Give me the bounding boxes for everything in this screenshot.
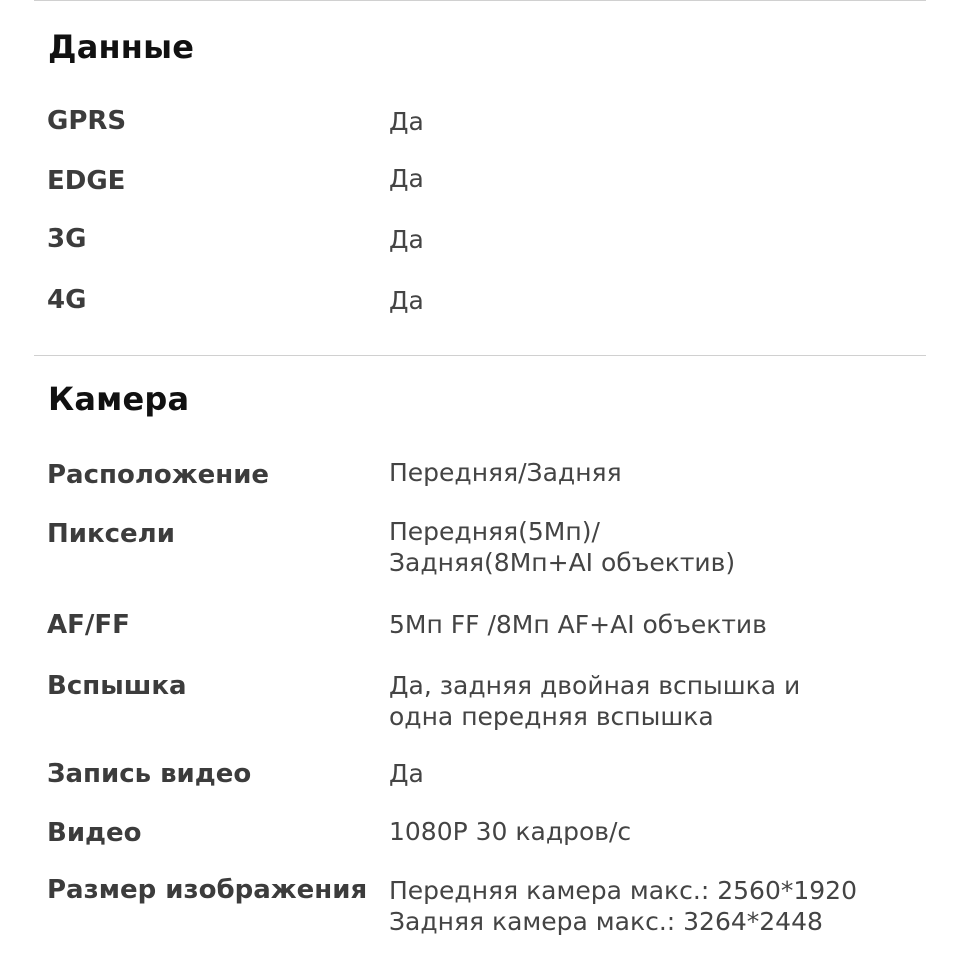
section-title-data: Данные — [48, 28, 195, 66]
spec-value: 1080P 30 кадров/с — [389, 817, 632, 846]
spec-label: EDGE — [47, 166, 126, 196]
spec-label: GPRS — [47, 106, 127, 136]
spec-value: Передняя/Задняя — [389, 458, 622, 487]
spec-label: AF/FF — [47, 610, 130, 640]
spec-label: Видео — [47, 818, 142, 848]
spec-value: 5Мп FF /8Мп AF+AI объектив — [389, 610, 767, 639]
spec-label: Расположение — [47, 460, 270, 490]
spec-label: Размер изображения — [47, 875, 368, 905]
spec-value: Да, задняя двойная вспышка и одна передняя вспышка — [389, 671, 801, 731]
spec-label: Вспышка — [47, 671, 187, 701]
spec-value: Да — [389, 759, 424, 788]
spec-value: Передняя(5Мп)/ Задняя(8Мп+AI объектив) — [389, 517, 736, 577]
spec-value: Да — [389, 225, 424, 254]
spec-value: Да — [389, 164, 424, 193]
spec-value: Да — [389, 286, 424, 315]
top-divider — [34, 0, 926, 1]
spec-value: Да — [389, 107, 424, 136]
spec-label: 4G — [47, 285, 87, 315]
spec-label: Запись видео — [47, 759, 252, 789]
spec-value: Передняя камера макс.: 2560*1920 Задняя камера макс.: 3264*2448 — [389, 876, 857, 936]
section-divider — [34, 355, 926, 356]
spec-label: 3G — [47, 224, 87, 254]
spec-label: Пиксели — [47, 519, 175, 549]
section-title-camera: Камера — [48, 380, 190, 418]
